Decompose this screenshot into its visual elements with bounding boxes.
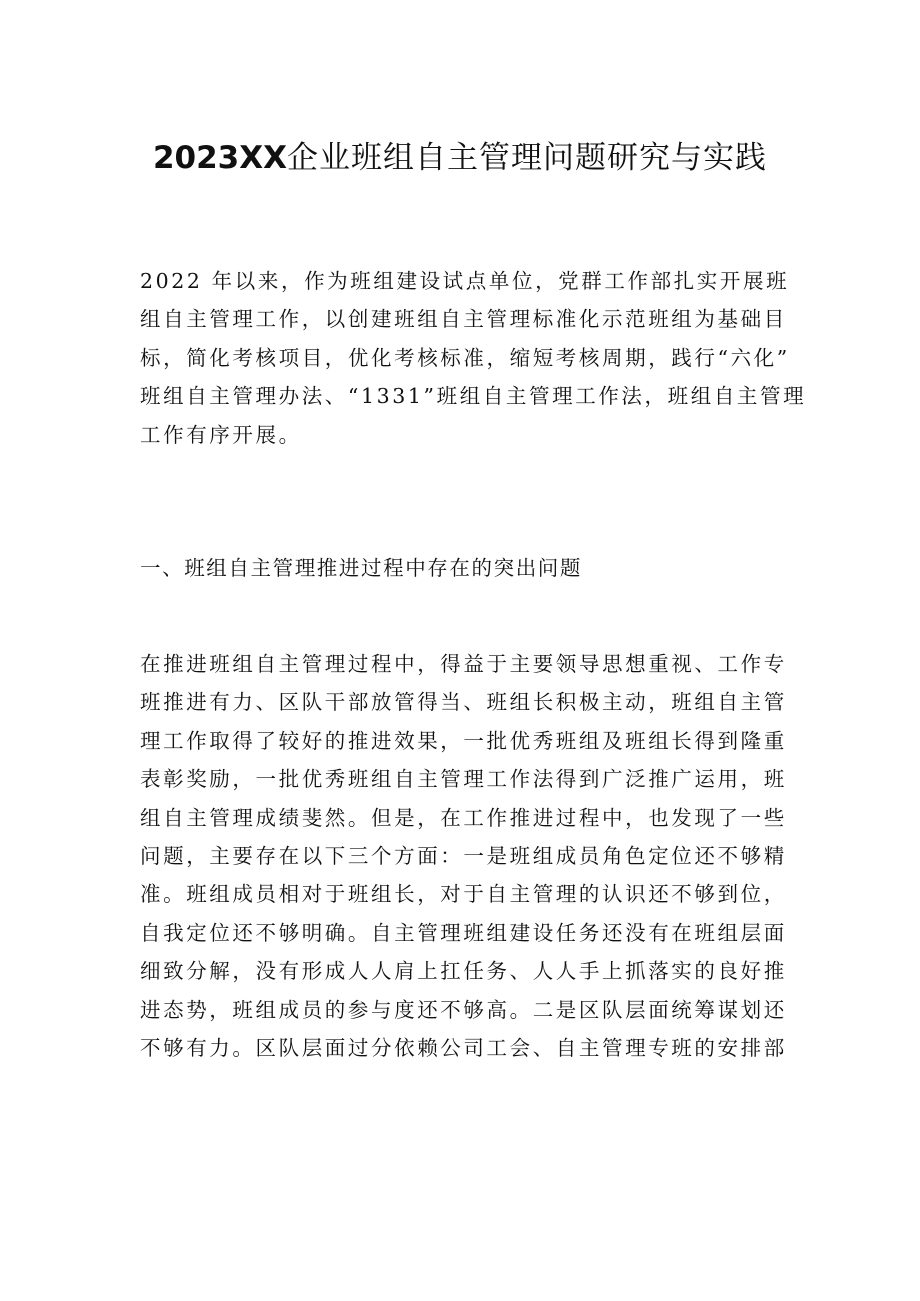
paragraph-line: 组自主管理工作，以创建班组自主管理标准化示范班组为基础目 [140,307,787,332]
paragraph-line: 工作有序开展。 [140,422,302,447]
title-year-prefix: 2023XX [152,140,288,176]
paragraph-line: 组自主管理成绩斐然。但是，在工作推进过程中，也发现了一些 [140,805,787,830]
paragraph-line: 问题，主要存在以下三个方面：一是班组成员角色定位还不够精 [140,844,787,869]
paragraph-line: 标，简化考核项目，优化考核标准，缩短考核周期，践行“六化” [140,345,790,370]
paragraph-line: 不够有力。区队层面过分依赖公司工会、自主管理专班的安排部 [140,1036,787,1061]
paragraph-line: 进态势，班组成员的参与度还不够高。二是区队层面统筹谋划还 [140,997,787,1022]
intro-paragraph [140,262,807,454]
paragraph-line: 班组自主管理办法、“1331”班组自主管理工作法，班组自主管理 [140,384,807,409]
section-paragraph [140,645,796,1067]
title-text: 企业班组自主管理问题研究与实践 [287,140,768,176]
paragraph-line: 在推进班组自主管理过程中，得益于主要领导思想重视、工作专 [140,652,787,676]
paragraph-line: 自我定位还不够明确。自主管理班组建设任务还没有在班组层面 [140,920,787,945]
paragraph-line: 表彰奖励，一批优秀班组自主管理工作法得到广泛推广运用，班 [140,767,787,792]
paragraph-line: 准。班组成员相对于班组长，对于自主管理的认识还不够到位， [140,882,787,907]
paragraph-line: 班推进有力、区队干部放管得当、班组长积极主动，班组自主管 [140,690,787,715]
paragraph-line: 2022 年以来，作为班组建设试点单位，党群工作部扎实开展班 [140,269,790,293]
paragraph-line: 细致分解，没有形成人人肩上扛任务、人人手上抓落实的良好推 [140,959,787,984]
paragraph-line: 理工作取得了较好的推进效果，一批优秀班组及班组长得到隆重 [140,728,787,753]
document-title [0,136,920,180]
section-heading: 一、班组自主管理推进过程中存在的突出问题 [140,556,582,580]
